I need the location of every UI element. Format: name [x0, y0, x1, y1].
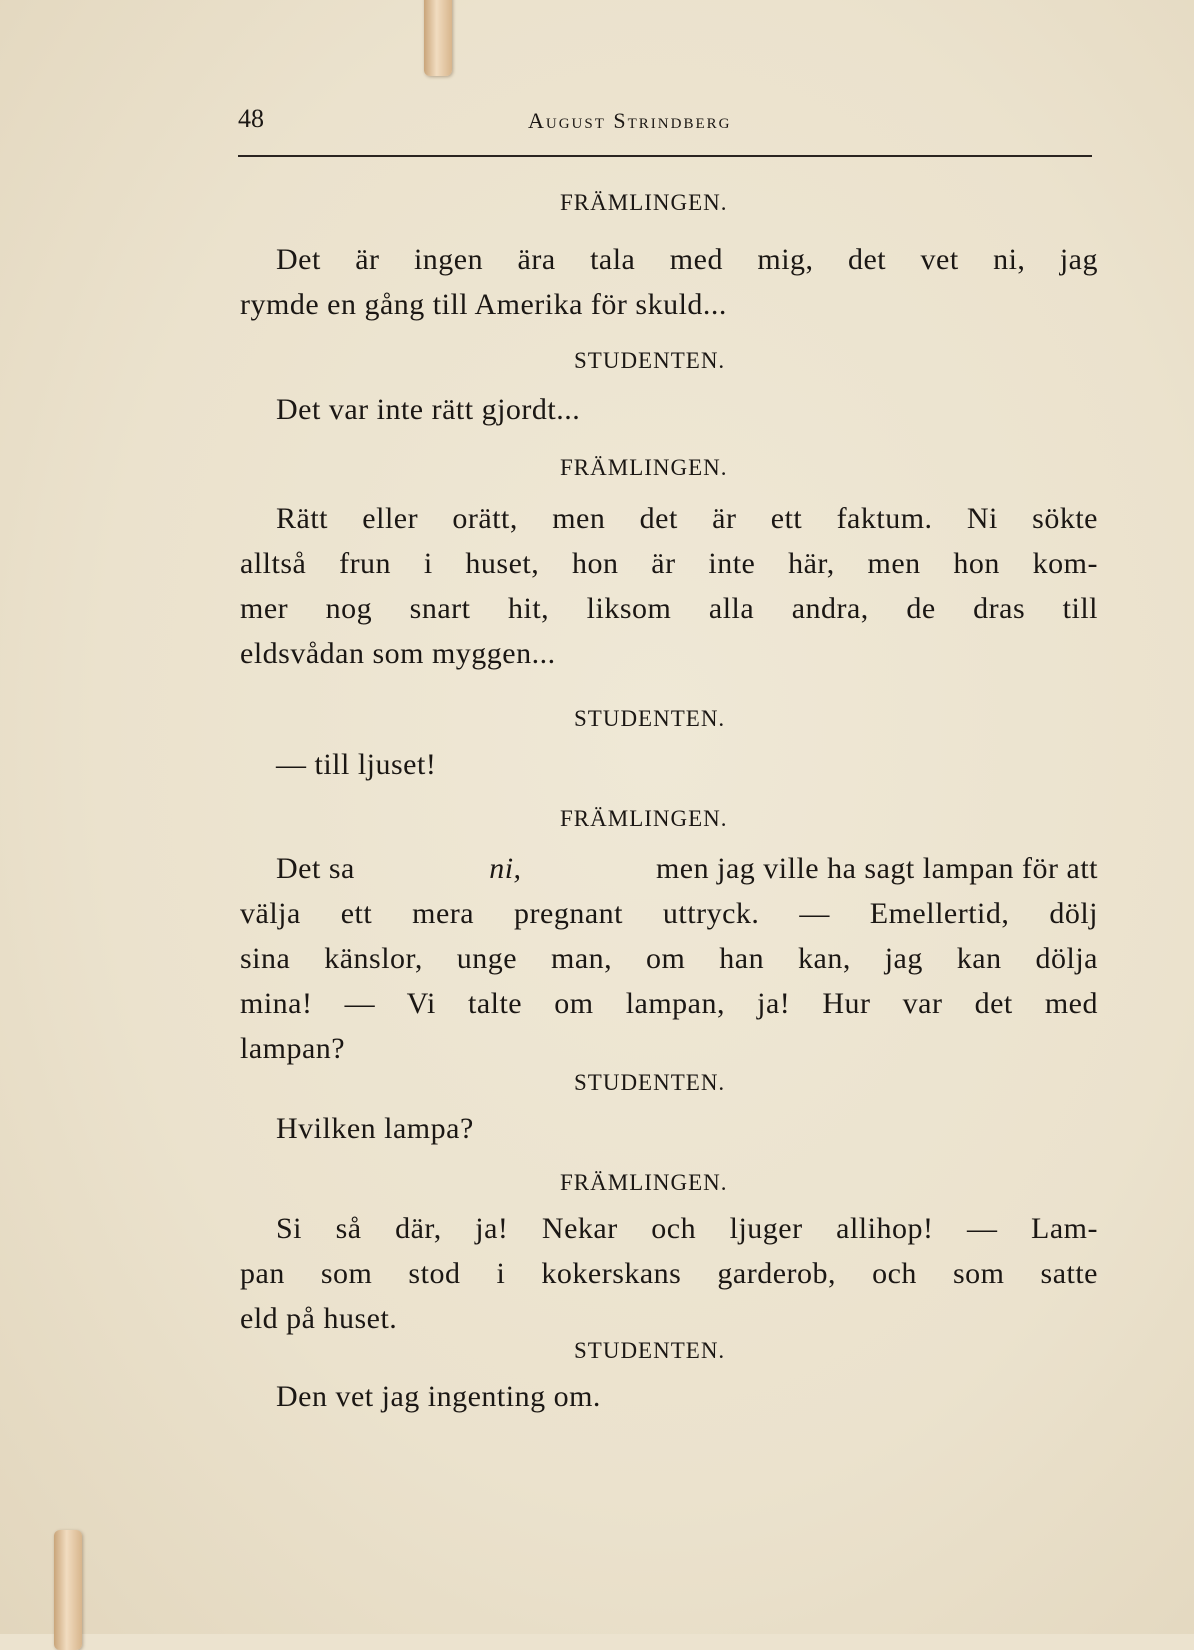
dialogue-line: lampan? — [240, 1032, 346, 1065]
speaker-label: STUDENTEN. — [574, 348, 726, 373]
paper-tab-bottom — [54, 1530, 82, 1650]
speaker-label: FRÄMLINGEN. — [560, 190, 728, 215]
dialogue-line: Det var inte rätt gjordt... — [276, 393, 581, 426]
header-rule — [238, 155, 1092, 157]
page-header — [238, 104, 1098, 144]
dialogue-fragment: Det sa — [276, 852, 355, 885]
dialogue-line: Hvilken lampa? — [276, 1112, 474, 1145]
speaker-label: STUDENTEN. — [574, 706, 726, 731]
dialogue-line: välja ett mera pregnant uttryck. — Emellertid, dölj — [240, 897, 1098, 930]
paper-tab-top — [424, 0, 452, 76]
dialogue-line: mina! — Vi talte om lampan, ja! Hur var det med — [240, 987, 1098, 1020]
dialogue-line: mer nog snart hit, liksom alla andra, de dras till — [240, 592, 1098, 625]
dialogue-line: rymde en gång till Amerika för skuld... — [240, 288, 727, 321]
dialogue-line: Si så där, ja! Nekar och ljuger allihop! — Lam- — [276, 1212, 1098, 1245]
dialogue-line: Rätt eller orätt, men det är ett faktum. Ni sökte — [276, 502, 1098, 535]
dialogue-line: eldsvådan som myggen... — [240, 637, 556, 670]
dialogue-fragment-italic: ni, — [489, 852, 522, 885]
speaker-label: FRÄMLINGEN. — [560, 455, 728, 480]
page-number: 48 — [238, 104, 264, 133]
dialogue-line — [276, 852, 1098, 886]
speaker-label: STUDENTEN. — [574, 1338, 726, 1363]
speaker-label: FRÄMLINGEN. — [560, 1170, 728, 1195]
speaker-label: STUDENTEN. — [574, 1070, 726, 1095]
dialogue-line: alltså frun i huset, hon är inte här, men hon kom- — [240, 547, 1098, 580]
dialogue-line: — till ljuset! — [276, 748, 437, 781]
speaker-label: FRÄMLINGEN. — [560, 806, 728, 831]
dialogue-line: Den vet jag ingenting om. — [276, 1380, 601, 1413]
dialogue-line: Det är ingen ära tala med mig, det vet ni, jag — [276, 243, 1098, 276]
dialogue-fragment: men jag ville ha sagt lampan för att — [655, 852, 1098, 885]
dialogue-line: sina känslor, unge man, om han kan, jag kan dölja — [240, 942, 1098, 975]
dialogue-line: eld på huset. — [240, 1302, 398, 1335]
dialogue-line: pan som stod i kokerskans garderob, och som satte — [240, 1257, 1098, 1290]
running-head: August Strindberg — [528, 108, 732, 133]
